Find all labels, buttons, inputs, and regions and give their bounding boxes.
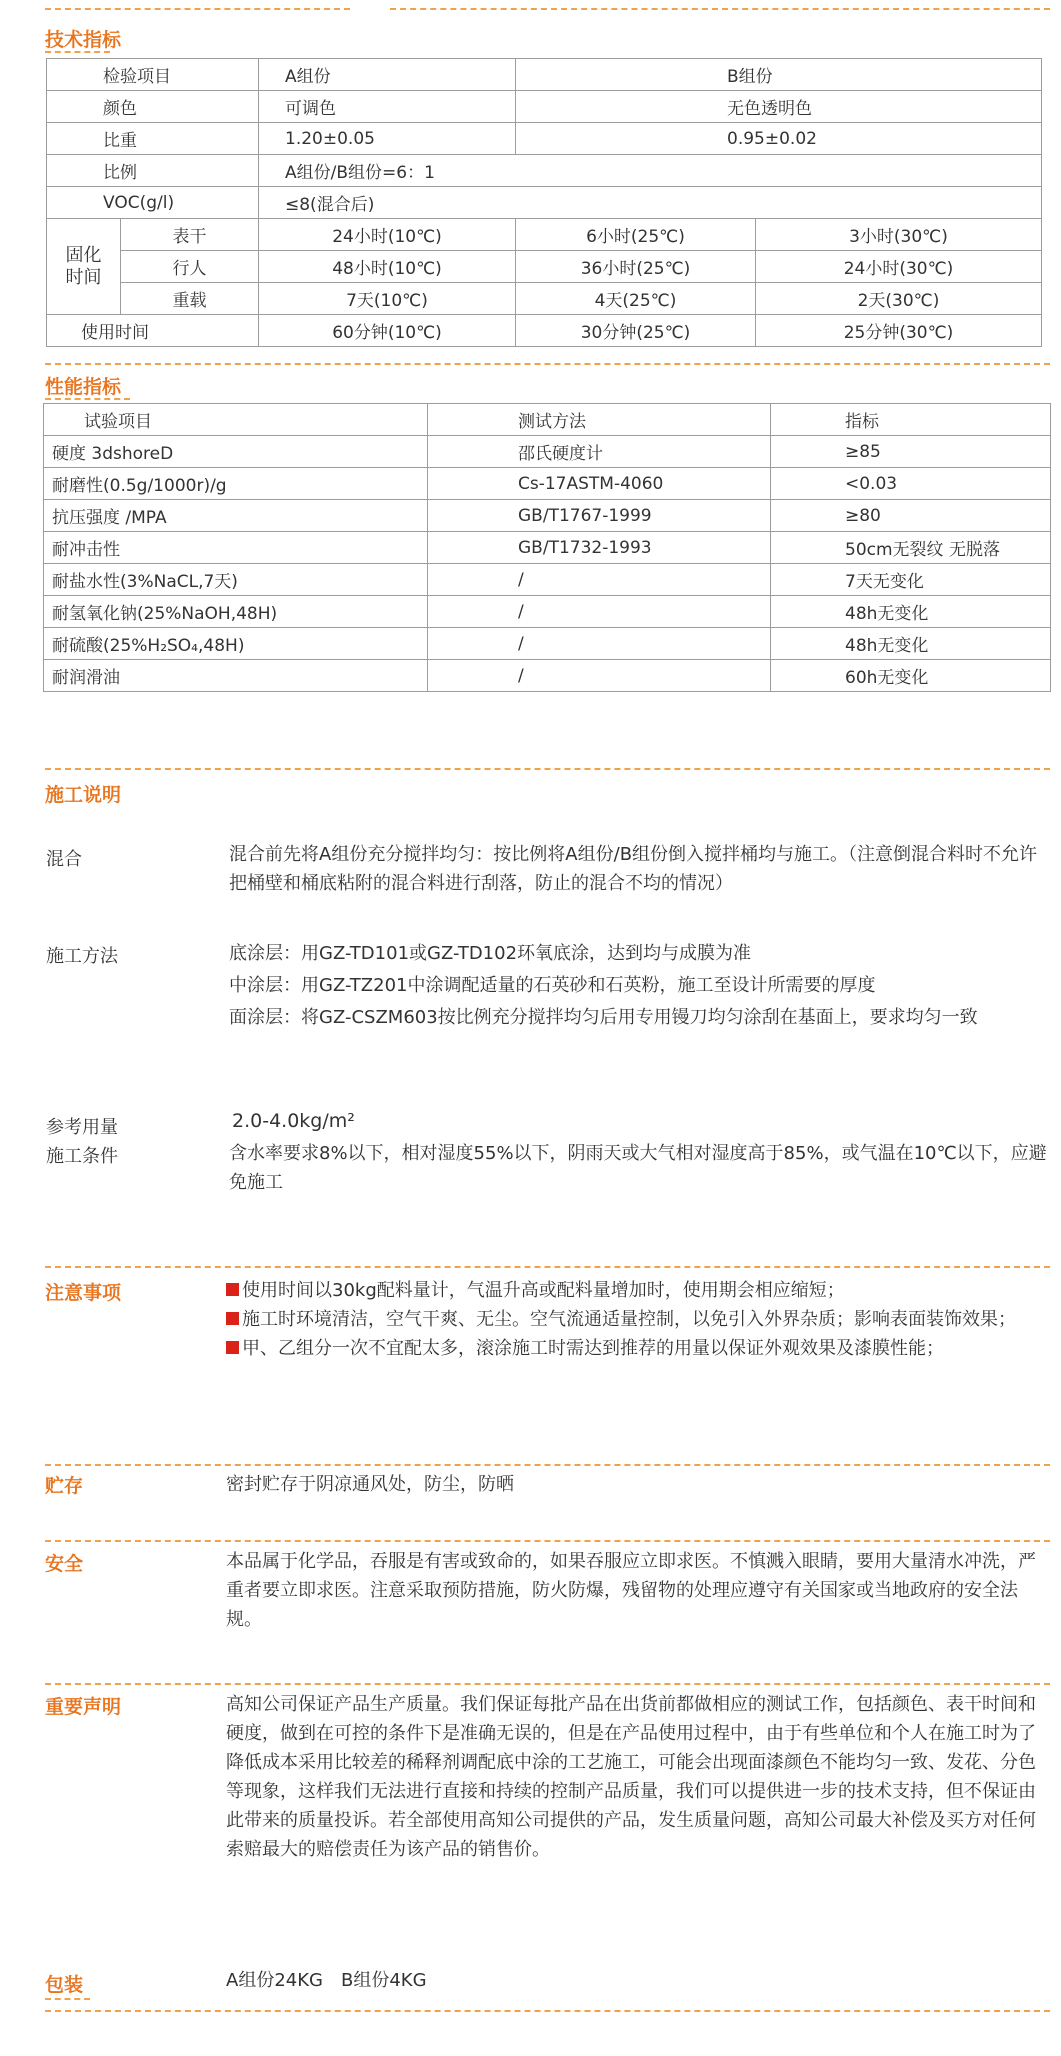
- table-cell: /: [428, 660, 771, 692]
- conditions-label: 施工条件: [46, 1146, 118, 1167]
- table-row: [47, 123, 1042, 155]
- red-square-bullet-icon: [226, 1283, 239, 1296]
- notes-section-title: 注意事项: [45, 1282, 122, 1304]
- table-cell: 24小时(10℃): [259, 219, 516, 251]
- list-item: 甲、乙组分一次不宜配太多，滚涂施工时需达到推荐的用量以保证外观效果及漆膜性能；: [226, 1334, 1048, 1363]
- table-cell: 36小时(25℃): [516, 251, 756, 283]
- table-row: [47, 59, 1042, 91]
- perf-section-title: 性能指标: [45, 376, 122, 398]
- disclaimer-divider: [45, 1683, 1050, 1685]
- table-cell: ≥85: [771, 436, 1051, 468]
- table-cell: 7天(10℃): [259, 283, 516, 315]
- top-divider-left: [45, 8, 350, 10]
- usage-value: 2.0-4.0kg/m²: [232, 1110, 355, 1132]
- table-row: [44, 468, 1051, 500]
- table-row: [47, 219, 1042, 251]
- list-item: 使用时间以30kg配料量计，气温升高或配料量增加时，使用期会相应缩短；: [226, 1276, 1048, 1305]
- method-line: 底涂层：用GZ-TD101或GZ-TD102环氧底涂，达到均与成膜为准: [229, 943, 752, 964]
- table-cell: 重载: [121, 283, 259, 315]
- table-row: [44, 628, 1051, 660]
- table-row: [47, 251, 1042, 283]
- table-cell: GB/T1767-1999: [428, 500, 771, 532]
- conditions-text: 含水率要求8%以下，相对湿度55%以下，阴雨天或大气相对湿度高于85%，或气温在10℃以下，应避免施工: [229, 1143, 1047, 1193]
- cure-time-label: 固化时间: [47, 219, 121, 315]
- notes-divider: [45, 1266, 1050, 1268]
- safety-section-title: 安全: [45, 1553, 84, 1575]
- table-header-cell: 试验项目: [44, 404, 428, 436]
- table-header-cell: 测试方法: [428, 404, 771, 436]
- table-row: [44, 436, 1051, 468]
- method-line: 中涂层：用GZ-TZ201中涂调配适量的石英砂和石英粉，施工至设计所需要的厚度: [229, 975, 876, 996]
- table-cell: 行人: [121, 251, 259, 283]
- storage-text: 密封贮存于阴凉通风处，防尘，防晒: [226, 1474, 514, 1495]
- table-header-cell: 指标: [771, 404, 1051, 436]
- bottom-divider: [45, 2010, 1050, 2012]
- table-cell: A组份/B组份=6：1: [259, 155, 1042, 187]
- method-line: 面涂层：将GZ-CSZM603按比例充分搅拌均匀后用专用镘刀均匀涂刮在基面上，要求均匀一致: [229, 1007, 978, 1028]
- table-row: [47, 315, 1042, 347]
- safety-text: 本品属于化学品，吞服是有害或致命的，如果吞服应立即求医。不慎溅入眼睛，要用大量清水冲洗，严重者要立即求医。注意采取预防措施，防火防爆，残留物的处理应遵守有关国家或当地政府的安全法规。: [226, 1551, 1036, 1630]
- table-cell: 1.20±0.05: [259, 123, 516, 155]
- tech-spec-table: [46, 58, 1042, 347]
- table-cell: /: [428, 596, 771, 628]
- table-row: [44, 596, 1051, 628]
- tech-section-title: 技术指标: [45, 29, 122, 51]
- table-row: [47, 91, 1042, 123]
- perf-divider: [45, 363, 1050, 365]
- notes-list: [226, 1276, 1048, 1363]
- table-cell: 硬度 3dshoreD: [44, 436, 428, 468]
- mix-text: 混合前先将A组份充分搅拌均匀：按比例将A组份/B组份倒入搅拌桶均与施工。（注意倒混合料时不允许把桶壁和桶底粘附的混合料进行刮落，防止的混合不均的情况）: [229, 844, 1038, 894]
- mix-label: 混合: [46, 849, 82, 870]
- table-cell: 耐硫酸(25%H₂SO₄,48H): [44, 628, 428, 660]
- table-cell: 60h无变化: [771, 660, 1051, 692]
- table-cell: /: [428, 628, 771, 660]
- packaging-section-title: 包装: [45, 1974, 84, 1996]
- table-cell: 耐冲击性: [44, 532, 428, 564]
- table-cell: /: [428, 564, 771, 596]
- table-cell: 耐盐水性(3%NaCL,7天): [44, 564, 428, 596]
- construction-section-title: 施工说明: [45, 784, 122, 806]
- table-row: [44, 564, 1051, 596]
- table-row: [44, 660, 1051, 692]
- table-cell: 可调色: [259, 91, 516, 123]
- table-cell: 2天(30℃): [756, 283, 1042, 315]
- table-cell: 颜色: [47, 91, 259, 123]
- table-cell: Cs-17ASTM-4060: [428, 468, 771, 500]
- table-cell: 50cm无裂纹 无脱落: [771, 532, 1051, 564]
- table-row: [47, 187, 1042, 219]
- red-square-bullet-icon: [226, 1341, 239, 1354]
- table-row: [47, 155, 1042, 187]
- table-cell: 耐磨性(0.5g/1000r)/g: [44, 468, 428, 500]
- construction-divider: [45, 768, 1050, 770]
- packaging-title-underline: [45, 1998, 90, 2000]
- table-header-cell: 检验项目: [47, 59, 259, 91]
- table-cell: 48h无变化: [771, 596, 1051, 628]
- table-cell: 无色透明色: [516, 91, 1042, 123]
- packaging-text: A组份24KG B组份4KG: [226, 1970, 427, 1991]
- table-row: [44, 500, 1051, 532]
- table-cell: ≥80: [771, 500, 1051, 532]
- table-cell: 25分钟(30℃): [756, 315, 1042, 347]
- usage-label: 参考用量: [46, 1117, 118, 1138]
- table-cell: 24小时(30℃): [756, 251, 1042, 283]
- table-cell: 耐氢氧化钠(25%NaOH,48H): [44, 596, 428, 628]
- tech-title-underline: [45, 51, 110, 53]
- storage-divider: [45, 1464, 1050, 1466]
- table-cell: <0.03: [771, 468, 1051, 500]
- table-cell: 48小时(10℃): [259, 251, 516, 283]
- table-cell: VOC(g/l): [47, 187, 259, 219]
- disclaimer-text: 高知公司保证产品生产质量。我们保证每批产品在出货前都做相应的测试工作，包括颜色、表干时间和硬度，做到在可控的条件下是准确无误的，但是在产品使用过程中，由于有些单位和个人在施工时为了降低成本采用比较差的稀释剂调配底中涂的工艺施工，可能会出现面漆颜色不能均匀一致、发花、分色等现象，这样我们无法进行直接和持续的控制产品质量，我们可以提供进一步的技术支持，但不保证由此带来的质量投诉。若全部使用高知公司提供的产品，发生质量问题，高知公司最大补偿及买方对任何索赔最大的赔偿责任为该产品的销售价。: [226, 1694, 1036, 1860]
- safety-divider: [45, 1540, 1050, 1542]
- table-cell: 4天(25℃): [516, 283, 756, 315]
- table-cell: 0.95±0.02: [516, 123, 1042, 155]
- method-label: 施工方法: [46, 946, 118, 967]
- perf-spec-table: [43, 403, 1051, 692]
- table-cell: 30分钟(25℃): [516, 315, 756, 347]
- table-row: [44, 404, 1051, 436]
- table-header-cell: B组份: [516, 59, 1042, 91]
- table-cell: 比重: [47, 123, 259, 155]
- table-cell: 使用时间: [47, 315, 259, 347]
- table-cell: 6小时(25℃): [516, 219, 756, 251]
- table-cell: 表干: [121, 219, 259, 251]
- disclaimer-section-title: 重要声明: [45, 1696, 122, 1718]
- red-square-bullet-icon: [226, 1312, 239, 1325]
- table-cell: 抗压强度 /MPA: [44, 500, 428, 532]
- table-cell: 邵氏硬度计: [428, 436, 771, 468]
- perf-title-underline: [45, 398, 130, 400]
- table-row: [47, 283, 1042, 315]
- table-header-cell: A组份: [259, 59, 516, 91]
- table-cell: ≤8(混合后): [259, 187, 1042, 219]
- table-cell: 耐润滑油: [44, 660, 428, 692]
- table-cell: 48h无变化: [771, 628, 1051, 660]
- table-row: [44, 532, 1051, 564]
- top-divider-right: [390, 8, 1050, 10]
- table-cell: 3小时(30℃): [756, 219, 1042, 251]
- storage-section-title: 贮存: [45, 1475, 84, 1497]
- table-cell: 7天无变化: [771, 564, 1051, 596]
- table-cell: GB/T1732-1993: [428, 532, 771, 564]
- table-cell: 60分钟(10℃): [259, 315, 516, 347]
- list-item: 施工时环境清洁，空气干爽、无尘。空气流通适量控制，以免引入外界杂质；影响表面装饰效果；: [226, 1305, 1048, 1334]
- table-cell: 比例: [47, 155, 259, 187]
